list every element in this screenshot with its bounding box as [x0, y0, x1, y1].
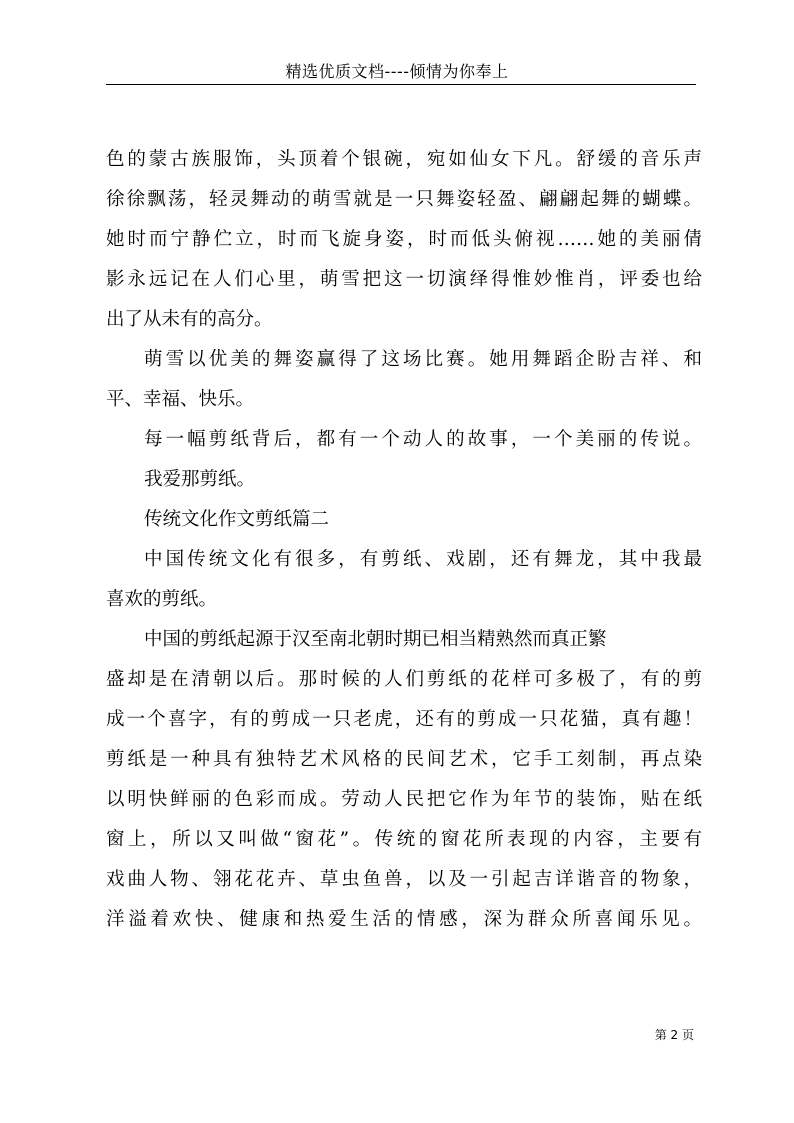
header-divider — [106, 84, 696, 85]
document-body — [106, 140, 702, 940]
text-line: 剪纸是一种具有独特艺术风格的民间艺术，它手工刻制，再点染 — [106, 749, 702, 770]
text-line: 出了从未有的高分。 — [106, 309, 273, 330]
text-line: 成一个喜字，有的剪成一只老虎，还有的剪成一只花猫，真有趣！ — [106, 709, 702, 730]
text-line: 色的蒙古族服饰，头顶着个银碗，宛如仙女下凡。舒缓的音乐声 — [106, 149, 702, 170]
text-line: 萌雪以优美的舞姿赢得了这场比赛。她用舞蹈企盼吉祥、和 — [144, 349, 702, 370]
text-line: 她时而宁静伫立，时而飞旋身姿，时而低头俯视……她的美丽倩 — [106, 229, 702, 250]
text-line: 中国传统文化有很多，有剪纸、戏剧，还有舞龙，其中我最 — [144, 549, 702, 570]
text-line: 影永远记在人们心里，萌雪把这一切演绎得惟妙惟肖，评委也给 — [106, 269, 702, 290]
text-line: 戏曲人物、翎花花卉、草虫鱼兽，以及一引起吉详谐音的物象， — [106, 869, 702, 890]
text-line: 徐徐飘荡，轻灵舞动的萌雪就是一只舞姿轻盈、翩翩起舞的蝴蝶。 — [106, 189, 702, 210]
text-line: 以明快鲜丽的色彩而成。劳动人民把它作为年节的装饰，贴在纸 — [106, 789, 702, 810]
text-line: 盛却是在清朝以后。那时候的人们剪纸的花样可多极了，有的剪 — [106, 669, 702, 690]
text-line: 中国的剪纸起源于汉至南北朝时期已相当精熟然而真正繁 — [144, 629, 607, 650]
text-line: 洋溢着欢快、健康和热爱生活的情感，深为群众所喜闻乐见。 — [106, 909, 702, 930]
text-line: 传统文化作文剪纸篇二 — [144, 509, 330, 530]
text-line: 喜欢的剪纸。 — [106, 589, 218, 610]
text-line: 窗上，所以又叫做“窗花”。传统的窗花所表现的内容，主要有 — [106, 829, 702, 850]
text-line: 我爱那剪纸。 — [144, 469, 256, 490]
page-number: 第 2 页 — [654, 1028, 694, 1042]
text-line: 平、幸福、快乐。 — [106, 389, 255, 410]
text-line: 每一幅剪纸背后，都有一个动人的故事，一个美丽的传说。 — [144, 429, 702, 450]
page-header: 精选优质文档----倾情为你奉上 — [285, 62, 509, 81]
